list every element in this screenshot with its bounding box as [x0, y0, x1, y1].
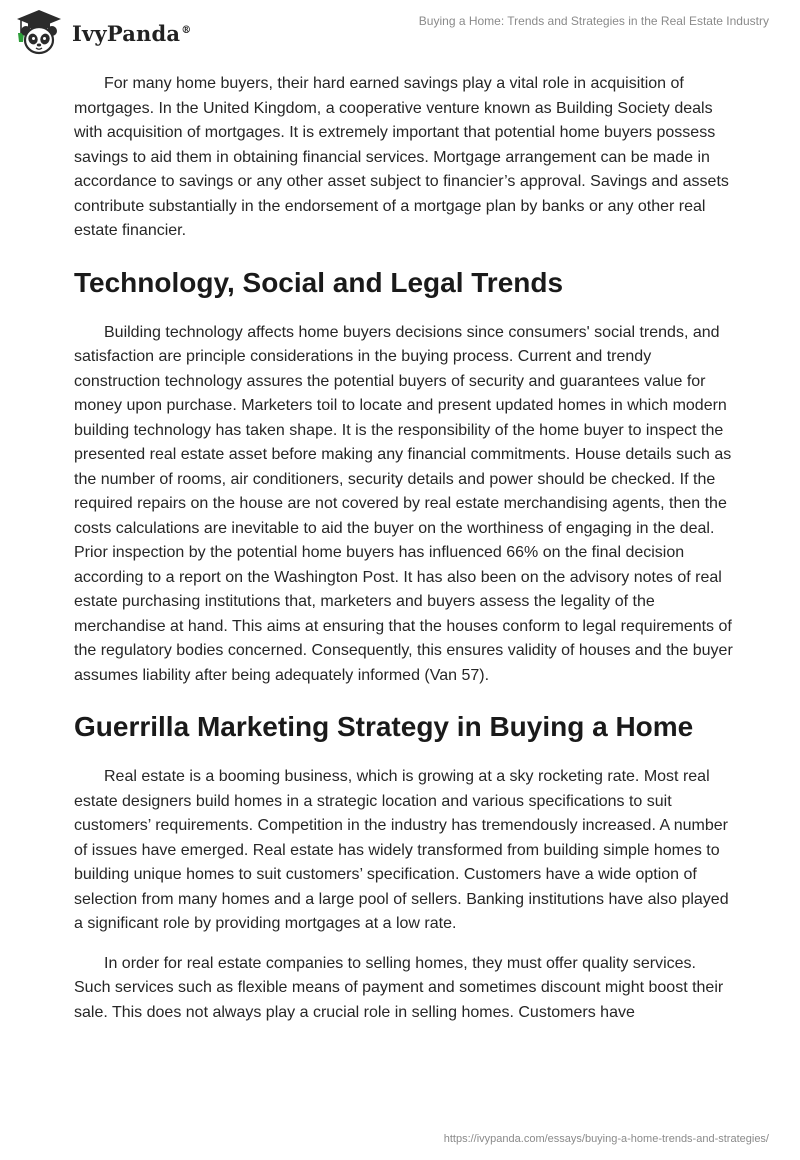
page-header — [0, 0, 800, 66]
heading-guerrilla-marketing: Guerrilla Marketing Strategy in Buying a Home — [74, 711, 694, 742]
paragraph-real-estate-booming: Real estate is a booming business, which is growing at a sky rocketing rate. Most real estate designers build homes in a strategic location and various specifications to suit customers’ requirements. Competition in the industry has tremendously increased. A number of issues have emerged. Real estate has widely transformed from building simple homes to building unique homes to suit customers’ specification. Customers have a wide option of selection from many homes and a large pool of sellers. Banking institutions have also played a significant role by providing mortgages at a low rate. — [74, 768, 729, 932]
heading-technology-trends: Technology, Social and Legal Trends — [74, 266, 564, 298]
brand-name: IvyPanda® — [72, 20, 192, 46]
paragraph-quality-services: In order for real estate companies to selling homes, they must offer quality services. Such services such as flexible means of payment and sometimes discount might boost their sale. This does not always play a crucial role in selling homes. Customers have — [74, 954, 724, 1021]
panda-graduate-icon — [14, 9, 64, 55]
document-title: Buying a Home: Trends and Strategies in the Real Estate Industry — [418, 14, 769, 28]
paragraph-savings: For many home buyers, their hard earned savings play a vital role in acquisition of mortgages. In the United Kingdom, a cooperative venture known as Building Society deals with acquisition of mortgages. It is extremely important that potential home buyers possess savings to aid them in obtaining financial services. Mortgage arrangement can be made in accordance to savings or any other asset subject to financier’s approval. Savings and assets contribute substantially in the endorsement of a mortgage plan by banks or any other real estate financier. — [74, 75, 729, 239]
source-url[interactable]: https://ivypanda.com/essays/buying-a-home-trends-and-strategies/ — [443, 1133, 769, 1145]
ivypanda-logo[interactable] — [14, 9, 191, 55]
essay-content — [74, 72, 734, 1025]
registered-mark: ® — [181, 24, 192, 36]
paragraph-technology: Building technology affects home buyers decisions since consumers' social trends, and satisfaction are principle considerations in the buying process. Current and trendy construction technology assures the potential buyers of security and guarantees value for money upon purchase. Marketers toil to locate and present updated homes in which modern building technology has taken shape. It is the responsibility of the home buyer to inspect the presented real estate asset before making any financial commitments. House details such as the number of rooms, air conditioners, security details and power should be checked. If the required repairs on the house are not covered by real estate merchandising agents, then the costs calculations are inevitable to aid the buyer on the worthiness of engaging in the deal. Prior inspection by the potential home buyers has influenced 66% on the final decision according to a report on the Washington Post. It has also been on the advisory notes of real estate purchasing institutions that, marketers and buyers assess the legality of the merchandise at hand. This aims at ensuring that the houses conform to legal requirements of the regulatory bodies concerned. Consequently, this ensures validity of houses and the buyer assumes liability after being adequately informed (Van 57). — [74, 323, 733, 684]
